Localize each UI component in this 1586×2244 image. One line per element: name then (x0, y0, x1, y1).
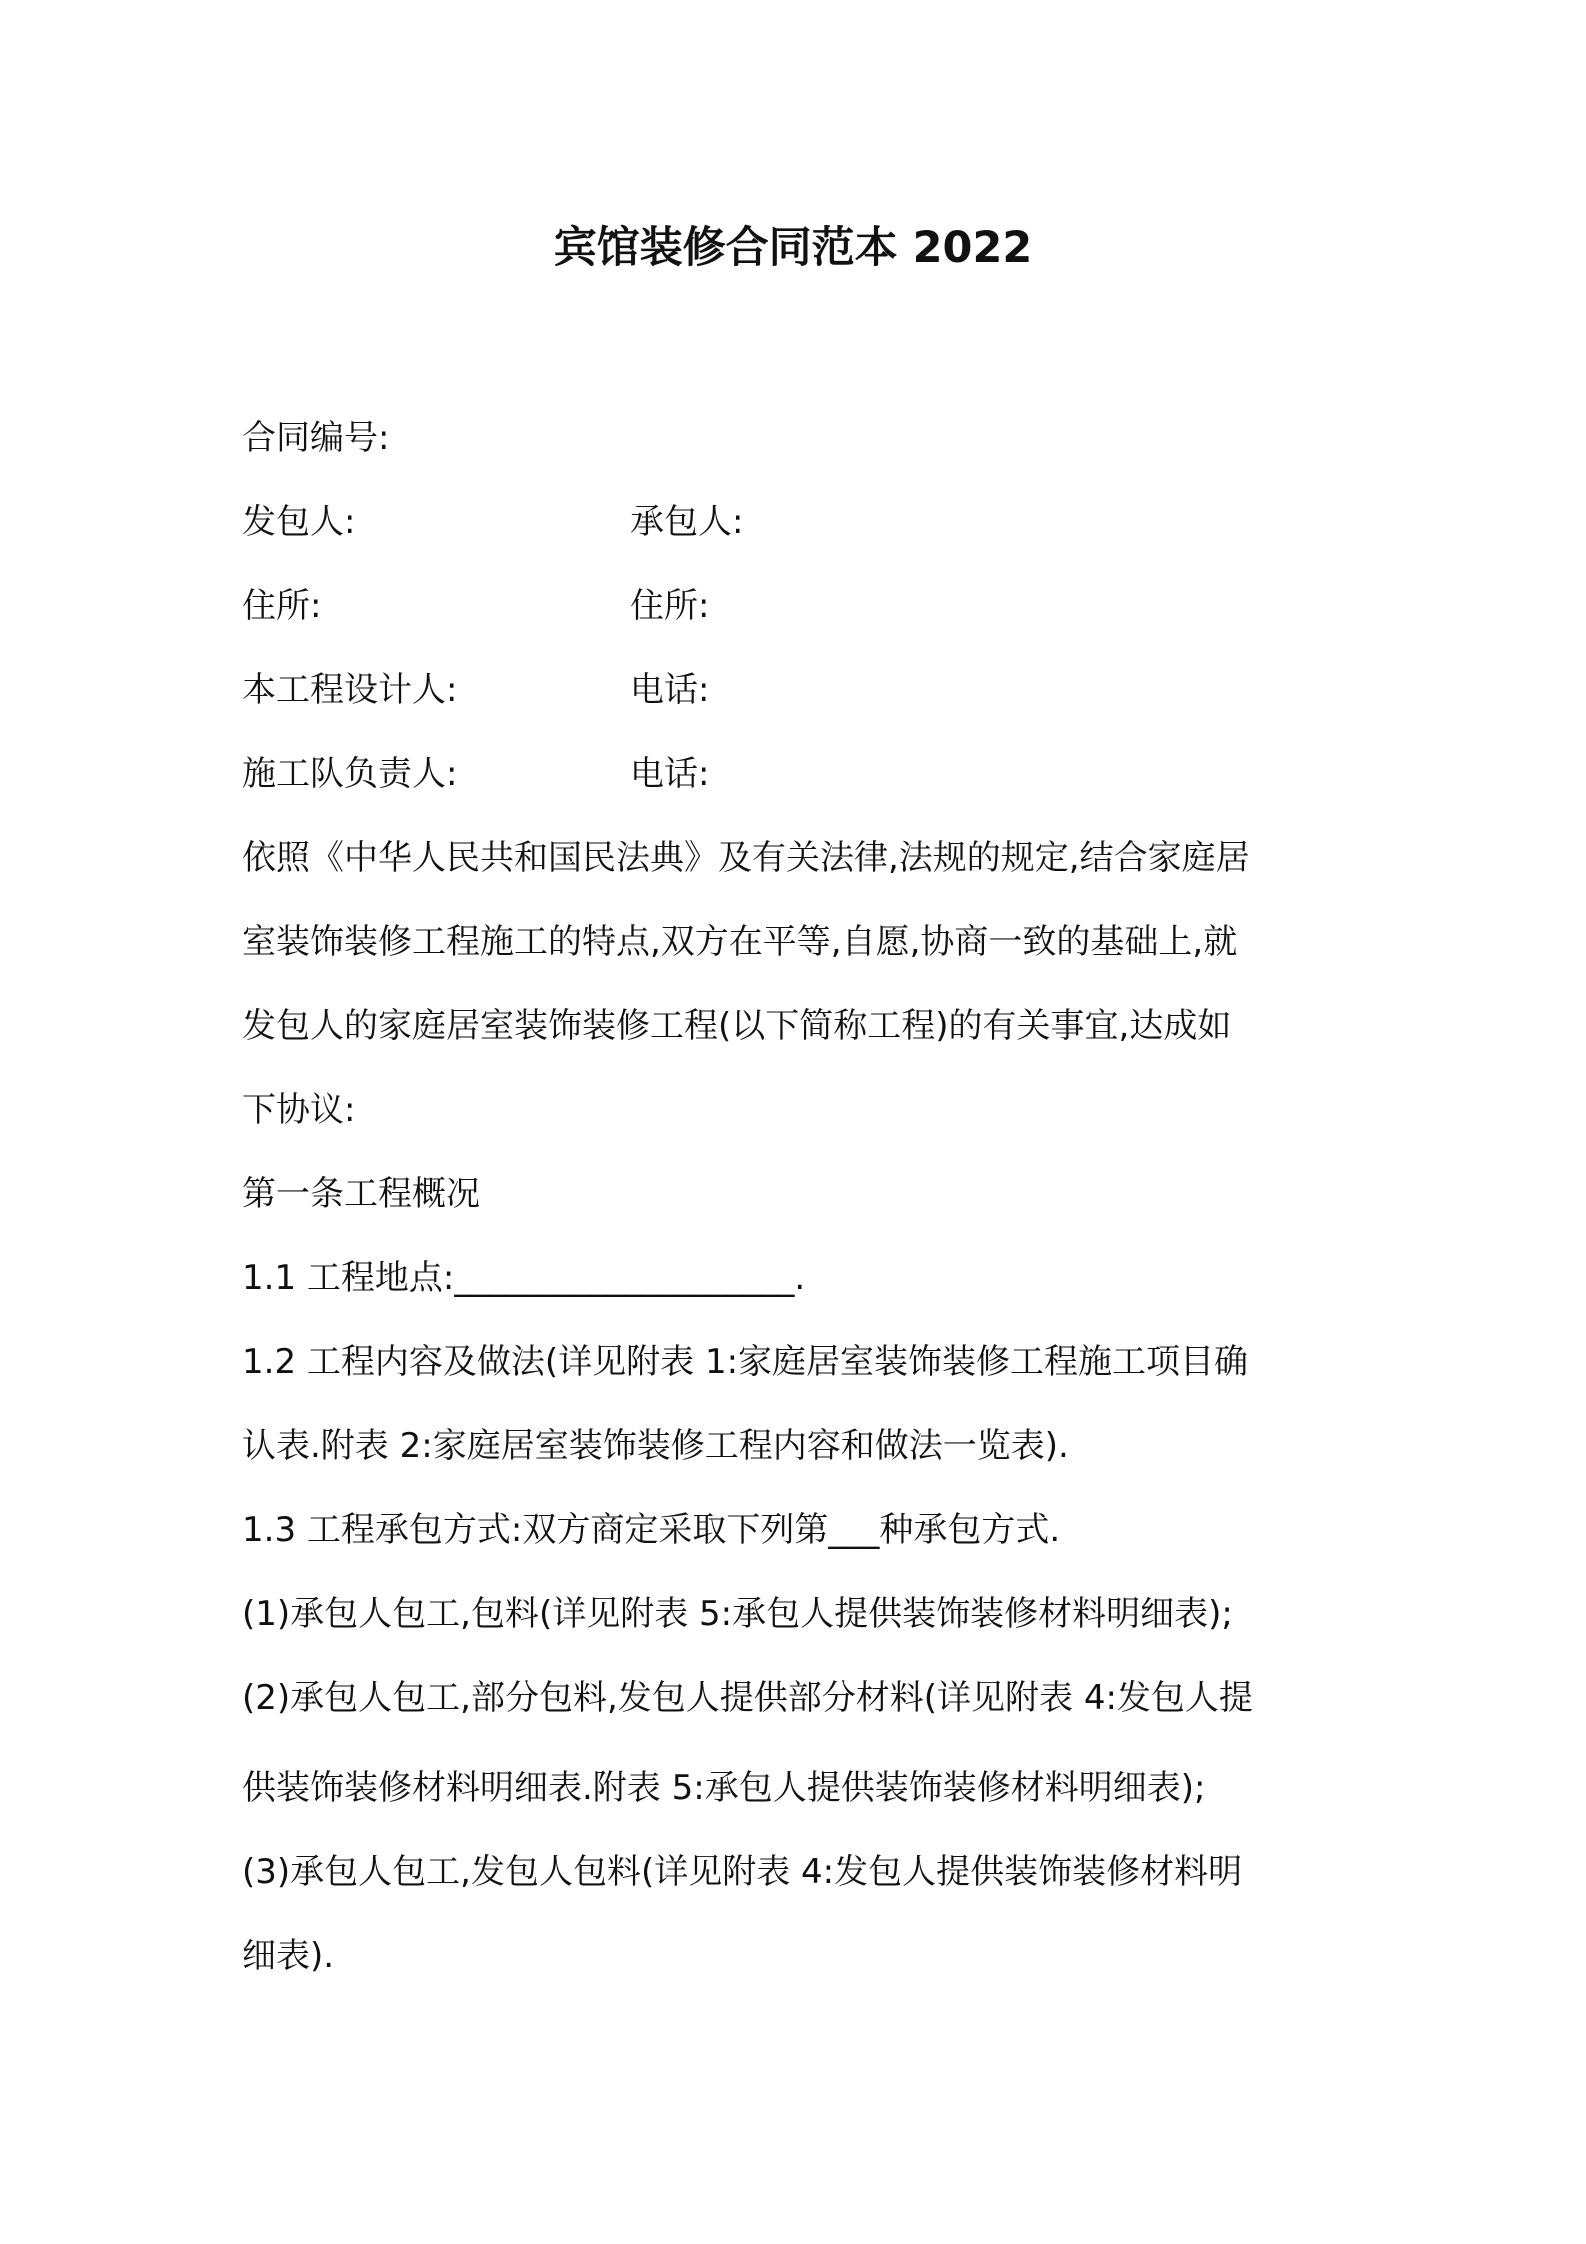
clause-line: 认表.附表 2:家庭居室装饰装修工程内容和做法一览表). (242, 1426, 1069, 1466)
contractor-address-label: 住所: (630, 586, 710, 626)
document-title: 宾馆装修合同范本 2022 (553, 223, 1033, 273)
clause-line: (3)承包人包工,发包人包料(详见附表 4:发包人提供装饰装修材料明 (242, 1852, 1243, 1892)
contractor-label: 承包人: (630, 502, 744, 542)
preamble-line: 室装饰装修工程施工的特点,双方在平等,自愿,协商一致的基础上,就 (242, 922, 1238, 962)
employer-label: 发包人: (242, 502, 356, 542)
designer-label: 本工程设计人: (242, 670, 458, 710)
clause-line: (2)承包人包工,部分包料,发包人提供部分材料(详见附表 4:发包人提 (242, 1678, 1253, 1718)
contract-number-label: 合同编号: (242, 418, 390, 458)
team-leader-label: 施工队负责人: (242, 754, 458, 794)
preamble-line: 依照《中华人民共和国民法典》及有关法律,法规的规定,结合家庭居 (242, 838, 1250, 878)
clause-line: 细表). (242, 1936, 335, 1976)
employer-address-label: 住所: (242, 586, 322, 626)
article-1-heading: 第一条工程概况 (242, 1174, 480, 1214)
preamble-line: 发包人的家庭居室装饰装修工程(以下简称工程)的有关事宜,达成如 (242, 1006, 1232, 1046)
clause-line: 供装饰装修材料明细表.附表 5:承包人提供装饰装修材料明细表); (242, 1768, 1206, 1808)
preamble-line: 下协议: (242, 1090, 356, 1130)
clause-line: (1)承包人包工,包料(详见附表 5:承包人提供装饰装修材料明细表); (242, 1594, 1233, 1634)
clause-line: 1.1 工程地点:____________________. (242, 1258, 806, 1298)
designer-phone-label: 电话: (630, 670, 710, 710)
clause-line: 1.2 工程内容及做法(详见附表 1:家庭居室装饰装修工程施工项目确 (242, 1342, 1249, 1382)
team-leader-phone-label: 电话: (630, 754, 710, 794)
clause-line: 1.3 工程承包方式:双方商定采取下列第___种承包方式. (242, 1510, 1061, 1550)
